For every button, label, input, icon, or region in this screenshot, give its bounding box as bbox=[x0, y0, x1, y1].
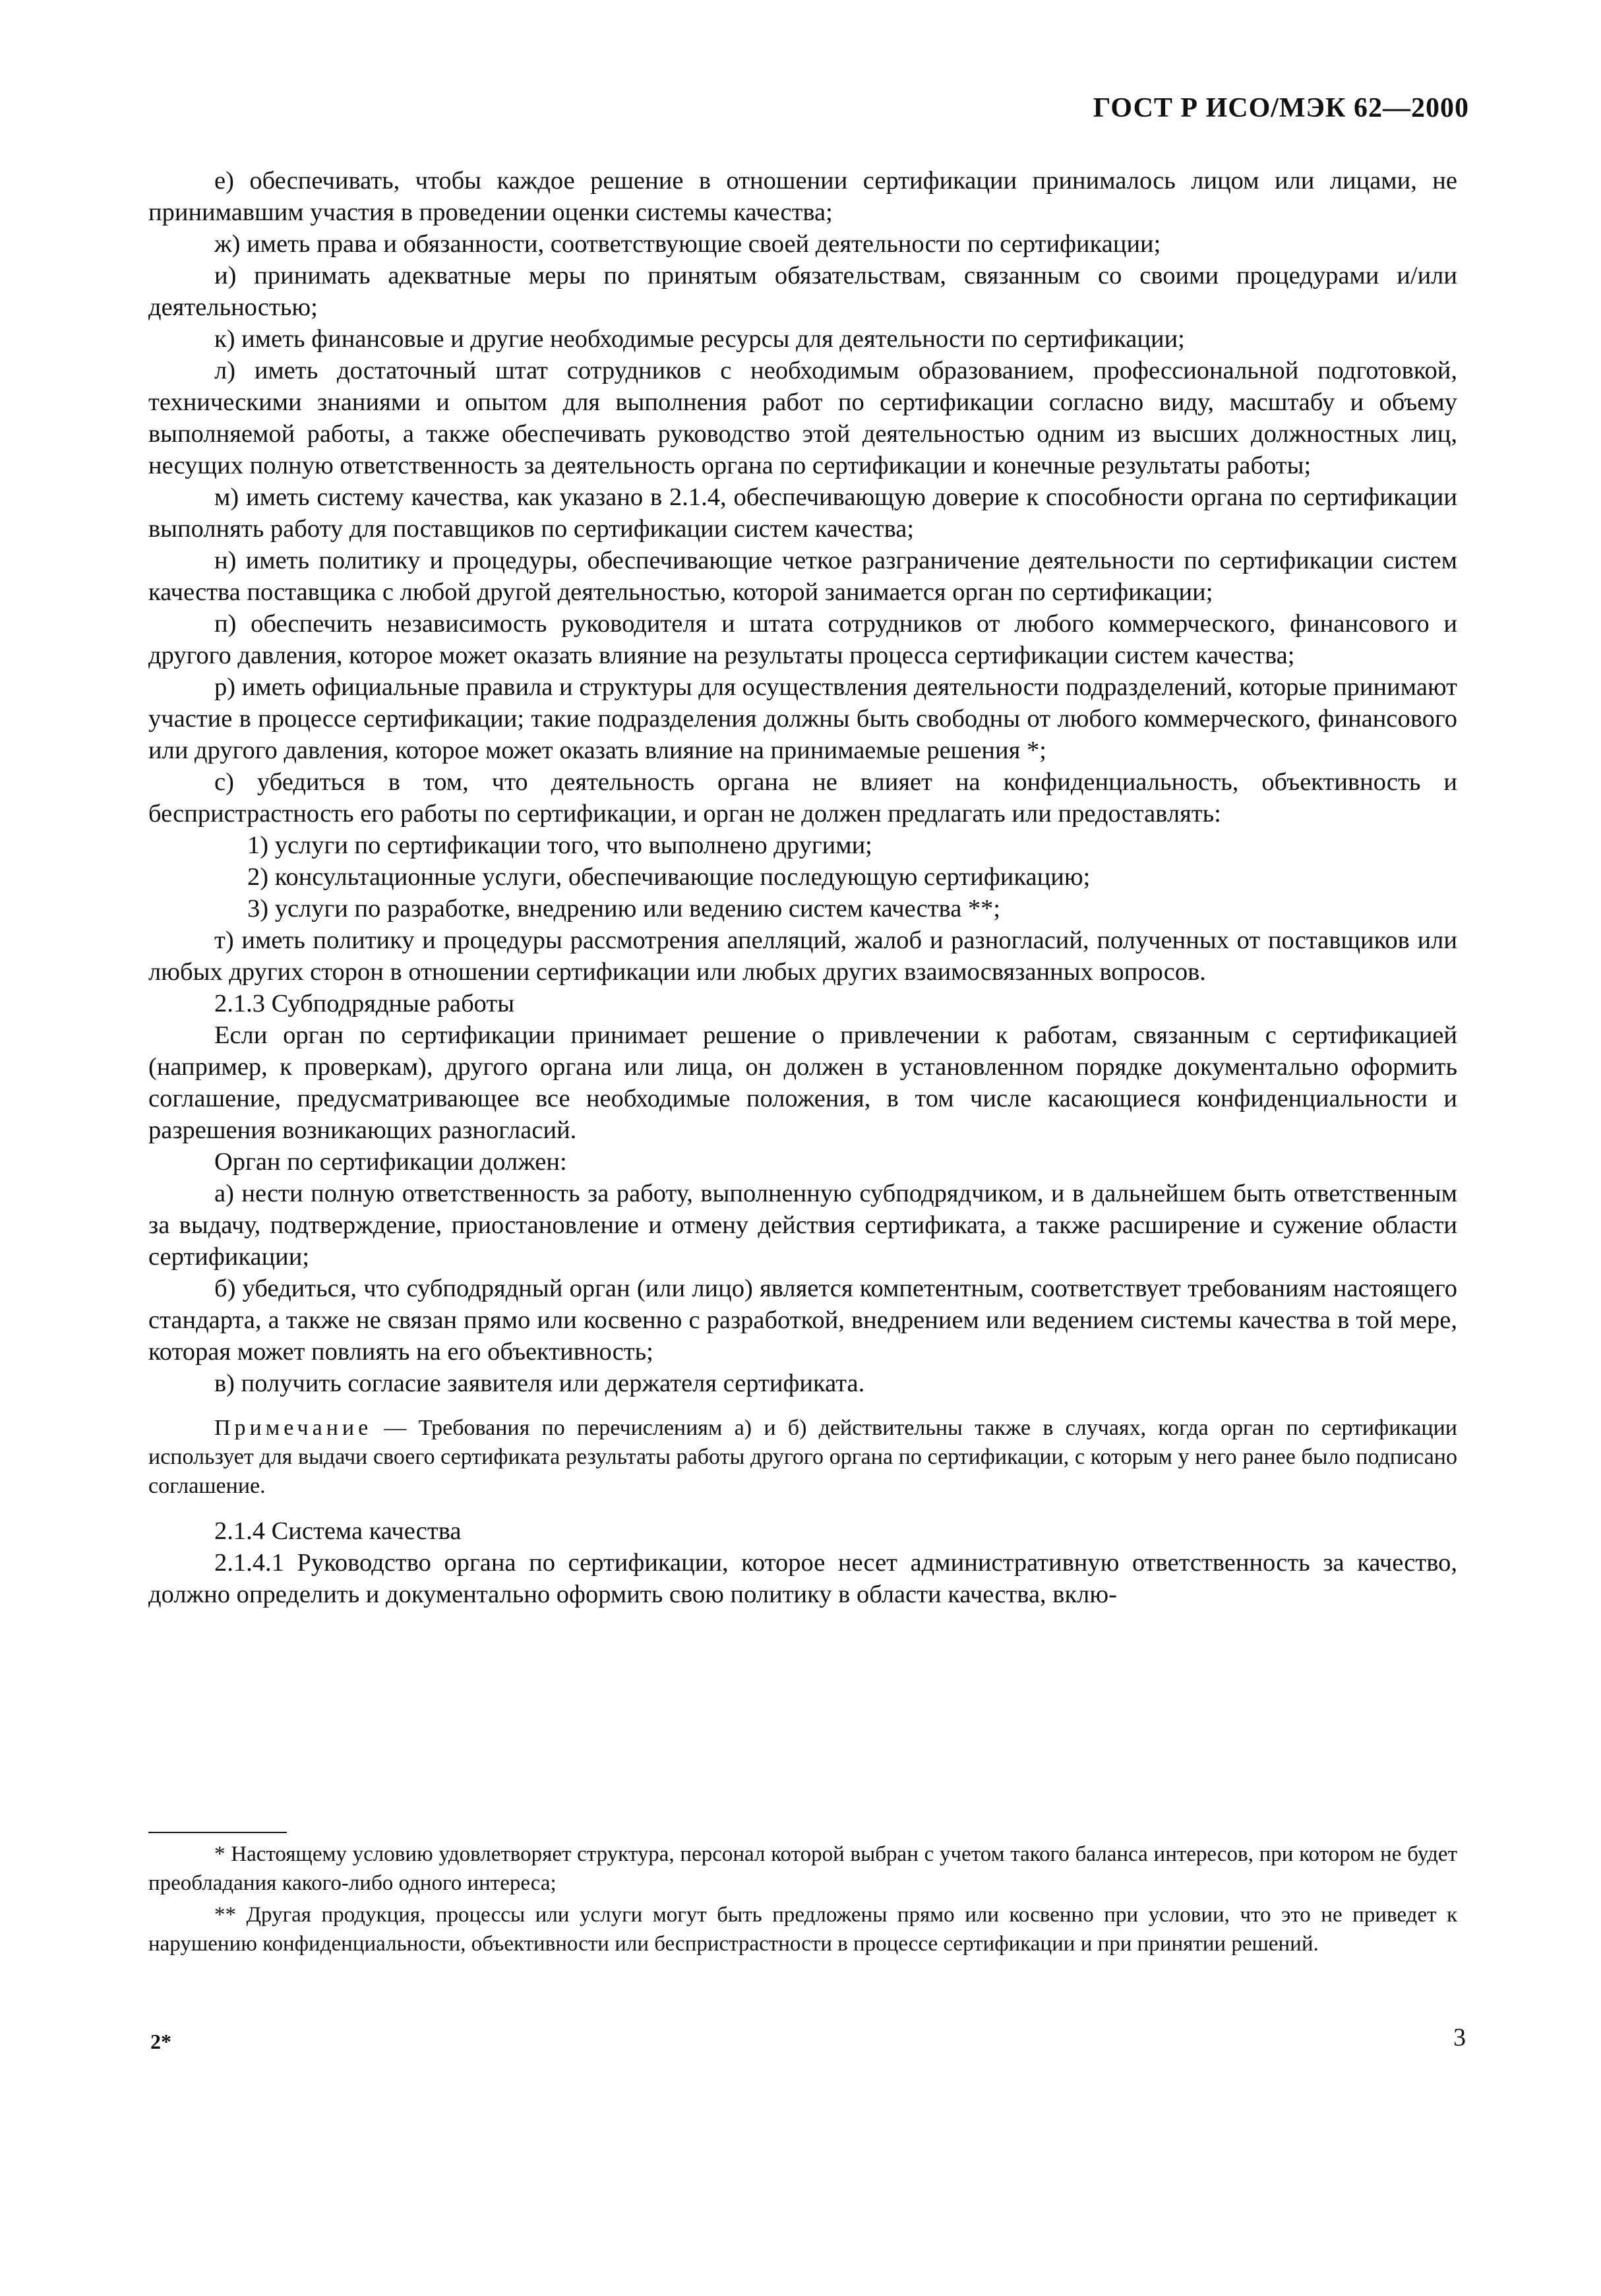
paragraph: м) иметь систему качества, как указано в 2.1.4, обеспечивающую доверие к способности органа по сертификации выполнять работу для поставщиков по сертификации систем качества; bbox=[148, 483, 1457, 543]
list-subitem: 3) услуги по разработке, внедрению или ведению систем качества **; bbox=[247, 895, 1001, 922]
paragraph: с) убедиться в том, что деятельность органа не влияет на конфиденциальность, объективность и беспристрастность его работы по сертификации, и орган не должен предлагать или предоставлять: bbox=[148, 768, 1457, 828]
note-text: — Требования по перечислениям а) и б) действительны также в случаях, когда орган по сертификации использует для выдачи своего сертификата результаты работы другого органа по сертификации, с которым у него ранее было подписано соглашение. bbox=[148, 1416, 1457, 1498]
section-heading: 2.1.4 Система качества bbox=[214, 1517, 462, 1545]
paragraph: е) обеспечивать, чтобы каждое решение в отношении сертификации принималось лицом или лицами, не принимавшим участия в проведении оценки системы качества; bbox=[148, 167, 1457, 226]
note-block bbox=[148, 1414, 1457, 1501]
paragraph: Орган по сертификации должен: bbox=[214, 1148, 567, 1176]
signature-mark: 2* bbox=[150, 2030, 171, 2053]
list-subitem: 2) консультационные услуги, обеспечивающие последующую сертификацию; bbox=[247, 863, 1091, 891]
paragraph: ж) иметь права и обязанности, соответствующие своей деятельности по сертификации; bbox=[214, 230, 1161, 258]
paragraph: р) иметь официальные правила и структуры для осуществления деятельности подразделений, которые принимают участие в процессе сертификации; такие подразделения должны быть свободны от любого коммерческого, финансового или другого давления, которое может оказать влияние на принимаемые решения *; bbox=[148, 673, 1457, 764]
paragraph: б) убедиться, что субподрядный орган (или лицо) является компетентным, соответствует требованиям настоящего стандарта, а также не связан прямо или косвенно с разработкой, внедрением или ведением системы качества в той мере, которая может повлиять на его объективность; bbox=[148, 1275, 1457, 1366]
paragraph: п) обеспечить независимость руководителя и штата сотрудников от любого коммерческого, финансового и другого давления, которое может оказать влияние на результаты процесса сертификации систем качества; bbox=[148, 610, 1457, 669]
note-label: Примечание bbox=[214, 1416, 373, 1440]
paragraph: Если орган по сертификации принимает решение о привлечении к работам, связанным с сертификацией (например, к проверкам), другого органа или лица, он должен в установленном порядке документально оформить соглашение, предусматривающее все необходимые положения, в том числе касающиеся конфиденциальности и разрешения возникающих разногласий. bbox=[148, 1021, 1457, 1144]
paragraph: л) иметь достаточный штат сотрудников с необходимым образованием, профессиональной подготовкой, техническими знаниями и опытом для выполнения работ по сертификации согласно виду, масштабу и объему выполняемой работы, а также обеспечивать руководство этой деятельностью одним из высших должностных лиц, несущих полную ответственность за деятельность органа по сертификации и конечные результаты работы; bbox=[148, 357, 1457, 479]
section-heading: 2.1.3 Субподрядные работы bbox=[214, 990, 515, 1017]
paragraph: к) иметь финансовые и другие необходимые ресурсы для деятельности по сертификации; bbox=[214, 325, 1185, 353]
paragraph: н) иметь политику и процедуры, обеспечивающие четкое разграничение деятельности по сертификации систем качества поставщика с любой другой деятельностью, которой занимается орган по сертификации; bbox=[148, 547, 1457, 606]
page-number: 3 bbox=[1453, 2024, 1466, 2051]
footnote-divider bbox=[148, 1832, 287, 1833]
footnote: * Настоящему условию удовлетворяет структура, персонал которой выбран с учетом такого баланса интересов, при котором не будет преобладания какого-либо одного интереса; bbox=[148, 1842, 1457, 1895]
footnote: ** Другая продукция, процессы или услуги могут быть предложены прямо или косвенно при условии, что это не приведет к нарушению конфиденциальности, объективности или беспристрастности в процессе сертификации и при принятии решений. bbox=[148, 1903, 1457, 1956]
paragraph: и) принимать адекватные меры по принятым обязательствам, связанным со своими процедурами и/или деятельностью; bbox=[148, 262, 1457, 321]
paragraph: в) получить согласие заявителя или держателя сертификата. bbox=[214, 1370, 865, 1397]
paragraph: а) нести полную ответственность за работу, выполненную субподрядчиком, и в дальнейшем быть ответственным за выдачу, подтверждение, приостановление и отмену действия сертификата, а также расширение и сужение области сертификации; bbox=[148, 1180, 1457, 1271]
paragraph: 2.1.4.1 Руководство органа по сертификации, которое несет административную ответственность за качество, должно определить и документально оформить свою политику в области качества, вклю- bbox=[148, 1549, 1457, 1608]
page-header-title: ГОСТ Р ИСО/МЭК 62—2000 bbox=[1093, 93, 1469, 123]
paragraph: т) иметь политику и процедуры рассмотрения апелляций, жалоб и разногласий, полученных от поставщиков или любых других сторон в отношении сертификации или любых других взаимосвязанных вопросов. bbox=[148, 926, 1457, 986]
list-subitem: 1) услуги по сертификации того, что выполнено другими; bbox=[247, 831, 872, 859]
footnotes bbox=[148, 1840, 1457, 1961]
document-body bbox=[148, 165, 1457, 1610]
